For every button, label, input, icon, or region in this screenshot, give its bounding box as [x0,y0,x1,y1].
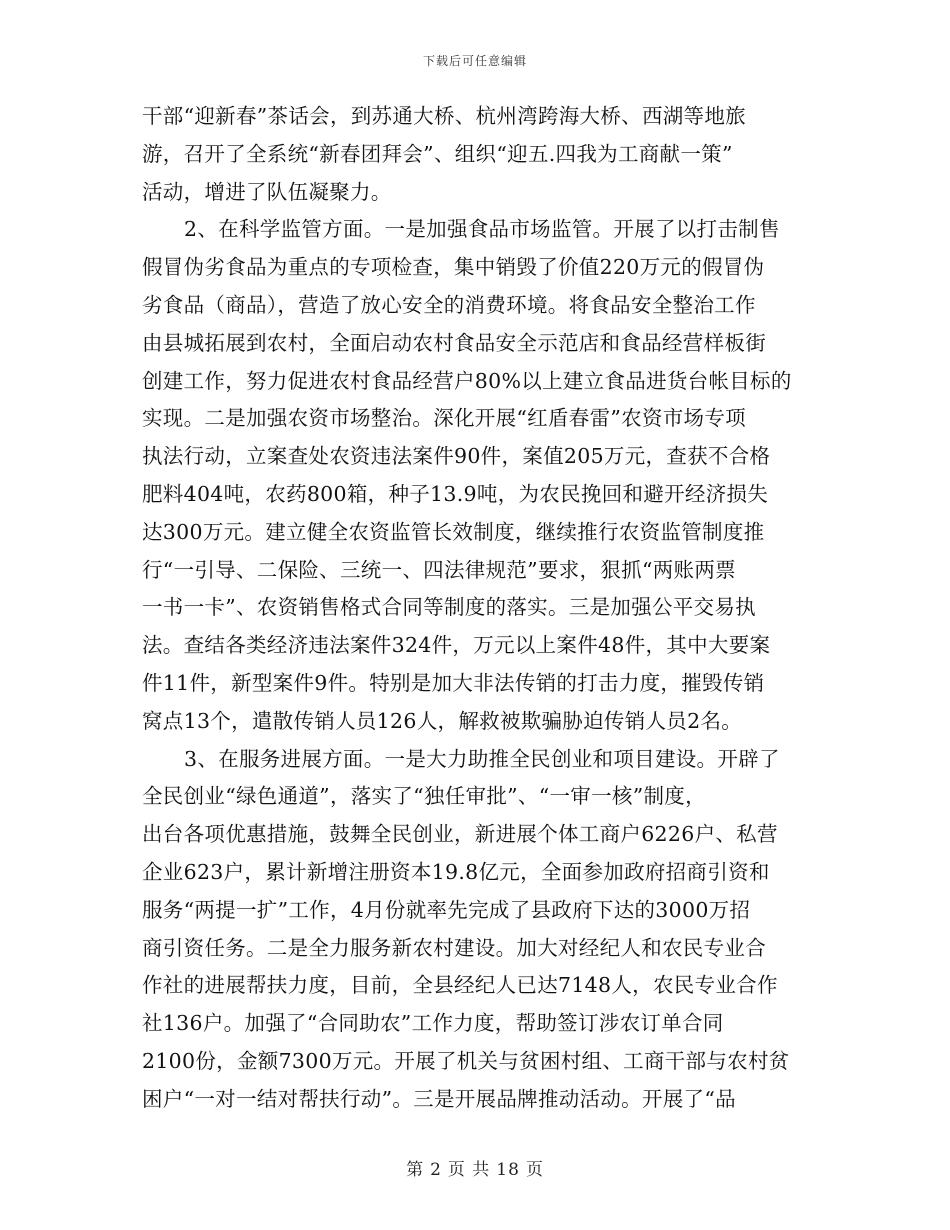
text-line: 作社的进展帮扶力度，目前，全县经纪人已达7148人，农民专业合作 [142,973,778,998]
text-line: 达300万元。建立健全农资监管长效制度，继续推行农资监管制度推 [142,519,765,544]
body-text [142,98,802,1119]
paragraph-start-line: 3、在服务进展方面。一是大力助推全民创业和项目建设。开辟了 [184,746,780,771]
text-line: 创建工作，努力促进农村食品经营户80%以上建立食品进货台帐目标的 [142,368,792,393]
text-line: 困户“一对一结对帮扶行动”。三是开展品牌推动活动。开展了“品 [142,1086,736,1111]
text-line: 法。查结各类经济违法案件324件，万元以上案件48件，其中大要案 [142,633,771,658]
text-line: 社136户。加强了“合同助农”工作力度，帮助签订涉农订单合同 [142,1011,724,1036]
page-header: 下载后可任意编辑 [422,54,527,68]
current-page-number: 2 [430,1160,442,1180]
text-line: 件11件，新型案件9件。特别是加大非法传销的打击力度，摧毁传销 [142,670,765,695]
text-line: 活动，增进了队伍凝聚力。 [142,179,392,204]
text-line: 一书一卡”、农资销售格式合同等制度的落实。三是加强公平交易执 [142,595,756,620]
footer-prefix: 第 [406,1160,425,1180]
text-line: 干部“迎新春”茶话会，到苏通大桥、杭州湾跨海大桥、西湖等地旅 [142,104,746,128]
text-line: 行“一引导、二保险、三统一、四法律规范”要求，狠抓“两账两票 [142,557,736,582]
footer-suffix: 页 [525,1160,544,1180]
page-footer [0,1155,950,1180]
total-page-count: 18 [496,1160,520,1180]
paragraph-start-line: 2、在科学监管方面。一是加强食品市场监管。开展了以打击制售 [184,217,780,242]
text-line: 假冒伪劣食品为重点的专项检查，集中销毁了价值220万元的假冒伪 [142,255,765,280]
footer-middle: 页 共 [447,1160,491,1180]
text-line: 出台各项优惠措施，鼓舞全民创业，新进展个体工商户6226户、私营 [142,822,778,847]
text-line: 窝点13个，遣散传销人员126人，解救被欺骗胁迫传销人员2名。 [142,708,743,733]
text-line: 劣食品（商品），营造了放心安全的消费环境。将食品安全整治工作 [142,292,756,317]
text-line: 肥料404吨，农药800箱，种子13.9吨，为农民挽回和避开经济损失 [142,481,769,506]
text-line: 实现。二是加强农资市场整治。深化开展“红盾春雷”农资市场专项 [142,406,746,431]
text-line: 游，召开了全系统“新春团拜会”、组织“迎五.四我为工商献一策” [142,141,733,166]
text-line: 由县城拓展到农村，全面启动农村食品安全示范店和食品经营样板街 [142,330,766,355]
text-line: 服务“两提一扩”工作，4月份就率先完成了县政府下达的3000万招 [142,897,751,922]
text-line: 执法行动，立案查处农资违法案件90件，案值205万元，查获不合格 [142,444,771,469]
text-line: 企业623户，累计新增注册资本19.8亿元，全面参加政府招商引资和 [142,859,770,884]
text-line: 全民创业“绿色通道”，落实了“独任审批”、“一审一核”制度， [142,784,706,809]
text-line: 2100份，金额7300万元。开展了机关与贫困村组、工商干部与农村贫 [142,1048,790,1073]
text-line: 商引资任务。二是全力服务新农村建设。加大对经纪人和农民专业合 [142,935,766,960]
